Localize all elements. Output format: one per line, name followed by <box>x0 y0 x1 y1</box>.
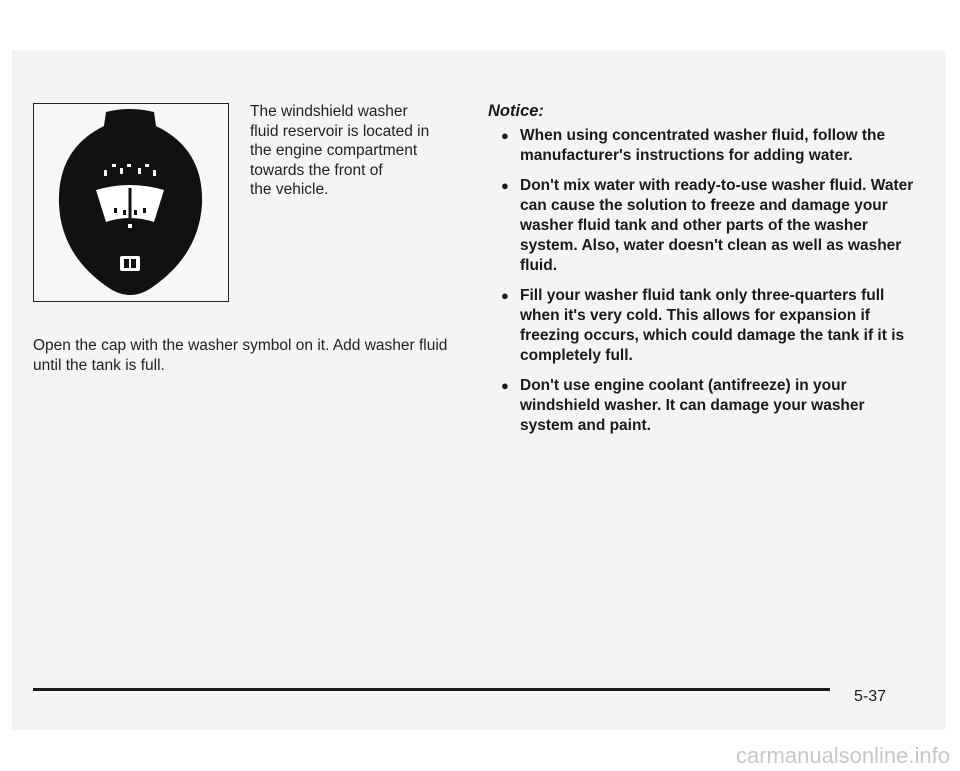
notice-item: ● Don't use engine coolant (antifreeze) in your windshield washer. It can damage your washer system and paint. <box>501 377 865 434</box>
washer-reservoir-figure <box>33 103 229 302</box>
fill-instructions-text: Open the cap with the washer symbol on it. Add washer fluid until the tank is full. <box>33 337 448 374</box>
notice-list <box>497 126 917 446</box>
bullet-icon: ● <box>501 378 509 393</box>
washer-fluid-cap-icon <box>34 104 227 300</box>
page-number: 5-37 <box>854 688 887 705</box>
notice-item: ● Fill your washer fluid tank only three-quarters full when it's very cold. This allows for expansion if freezing occurs, which could damage the tank if it is completely full. <box>501 287 905 364</box>
bullet-icon: ● <box>501 288 509 303</box>
watermark: carmanualsonline.info <box>735 743 950 768</box>
notice-item: ● When using concentrated washer fluid, follow the manufacturer's instructions for adding water. <box>501 127 886 164</box>
reservoir-location-text: The windshield washer fluid reservoir is located in the engine compartment towards the front of the vehicle. <box>250 103 430 198</box>
notice-heading: Notice: <box>488 102 544 120</box>
footer-rule <box>33 688 830 691</box>
bullet-icon: ● <box>501 178 509 193</box>
bullet-icon: ● <box>501 128 509 143</box>
notice-item: ● Don't mix water with ready-to-use washer fluid. Water can cause the solution to freeze and damage your washer fluid tank and other parts of the washer system. Also, water doesn't clean as well as washer fluid. <box>501 177 914 274</box>
